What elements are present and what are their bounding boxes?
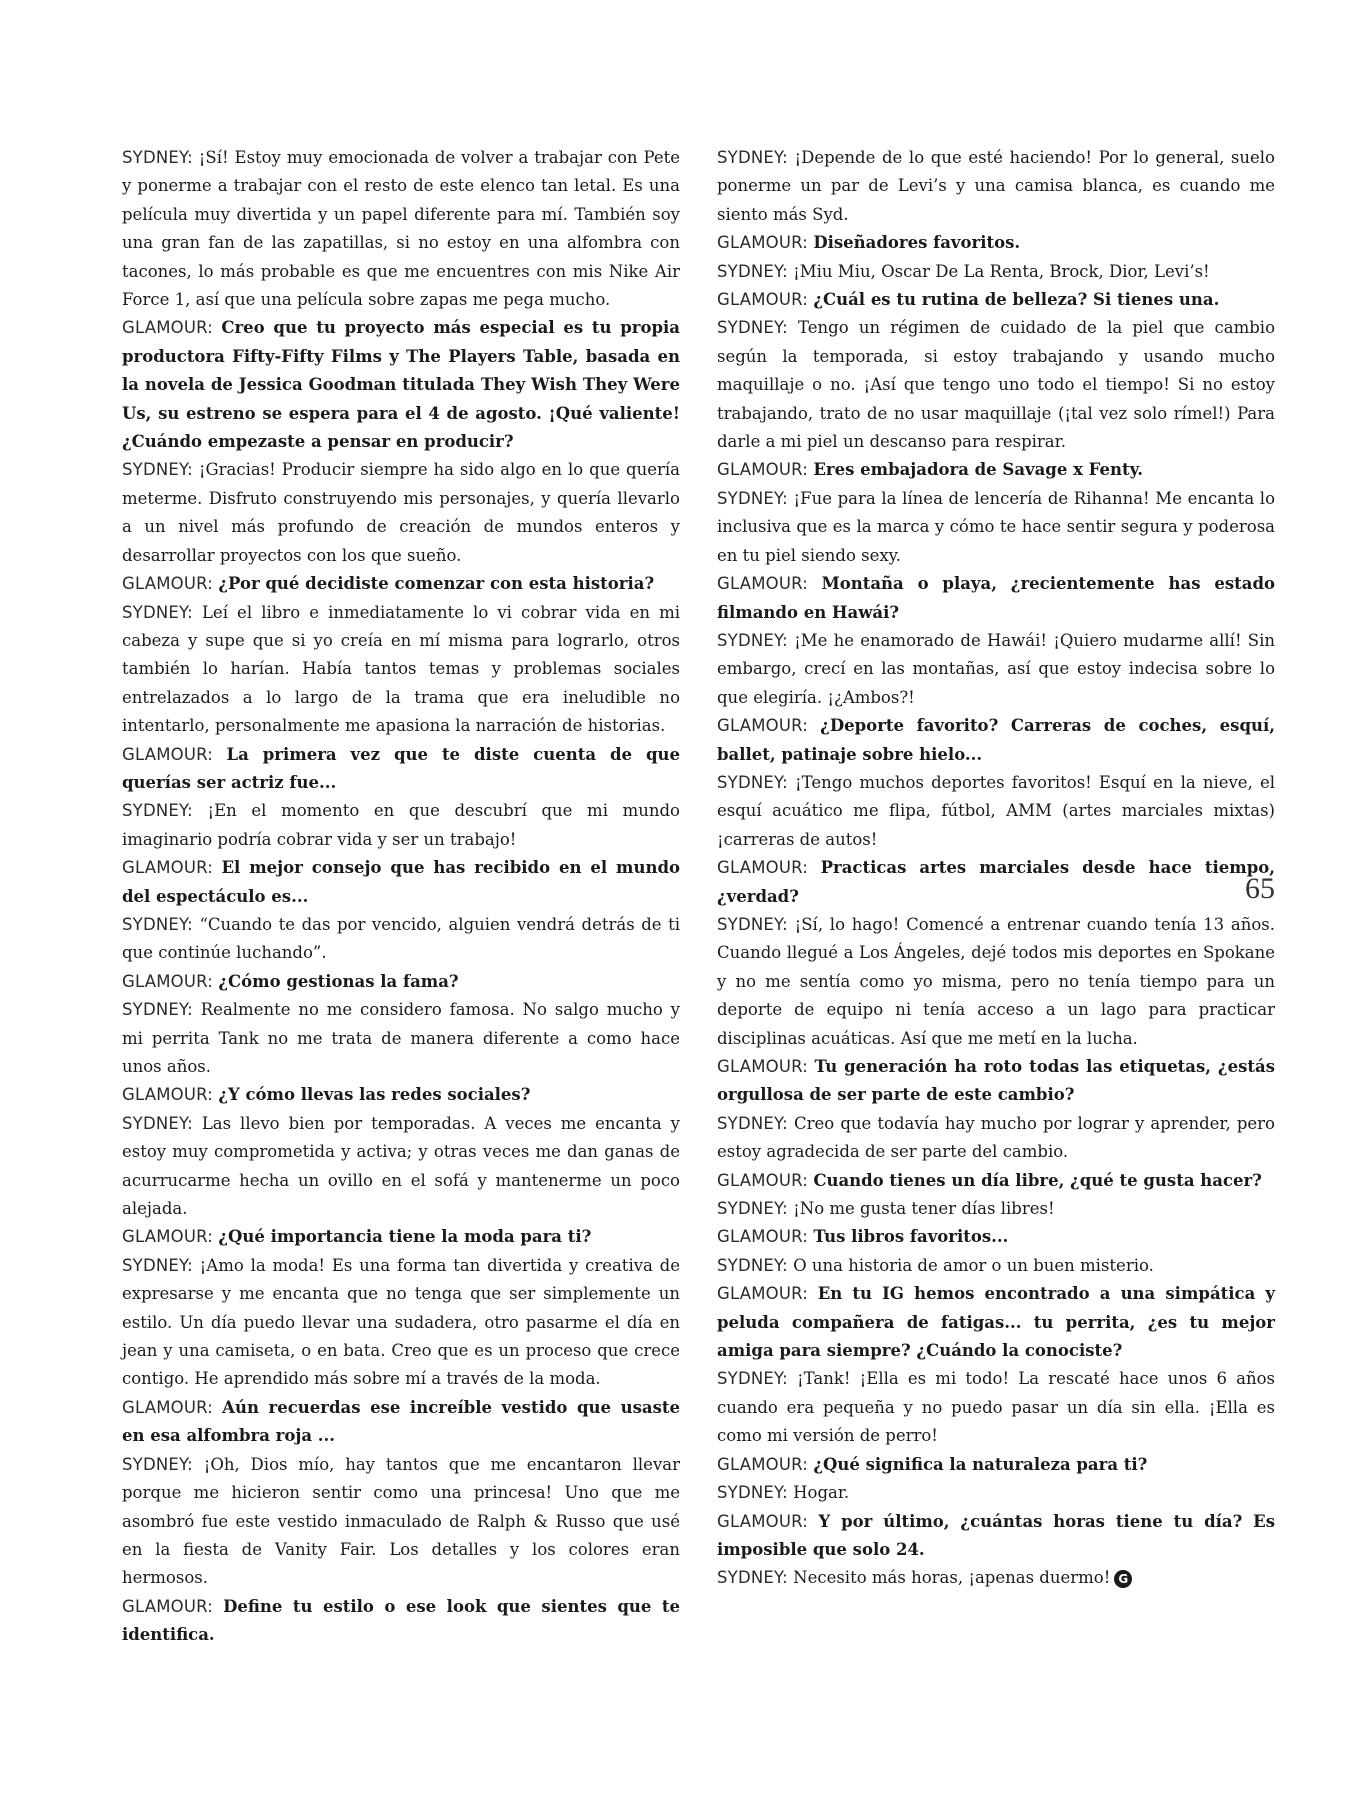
interview-answer (122, 911, 680, 968)
interview-question (122, 1081, 680, 1109)
answer-text: Realmente no me considero famosa. No salgo mucho y mi perrita Tank no me trata de manera diferente a como hace unos años. (122, 1000, 681, 1076)
page-number: 65 (1245, 872, 1275, 905)
speaker-label: SYDNEY: (122, 1000, 193, 1020)
speaker-label: SYDNEY: (122, 460, 193, 480)
interview-question (122, 1394, 680, 1451)
interview-answer (717, 1110, 1275, 1167)
speaker-label: SYDNEY: (717, 1255, 788, 1275)
interview-question (717, 1223, 1275, 1251)
answer-text: Tengo un régimen de cuidado de la piel que cambio según la temporada, si estoy trabajando y usando mucho maquillaje o no. ¡Así que tengo uno todo el tiempo! Si no estoy trabajando, trato de no usar maquillaje (¡tal vez solo rímel!) Para darle a mi piel un descanso para respirar. (717, 318, 1275, 452)
answer-text: “Cuando te das por vencido, alguien vendrá detrás de ti que continúe luchando”. (122, 914, 681, 963)
answer-text: ¡Tank! ¡Ella es mi todo! La rescaté hace unos 6 años cuando era pequeña y no puedo pasar un día sin ella. ¡Ella es como mi versión de perro! (717, 1369, 1275, 1446)
speaker-label: SYDNEY: (122, 1454, 193, 1474)
speaker-label: SYDNEY: (717, 488, 788, 508)
answer-text: O una historia de amor o un buen misterio. (793, 1255, 1154, 1275)
answer-text: ¡Amo la moda! Es una forma tan divertida y creativa de expresarse y me encanta que no tenga que ser simplemente un estilo. Un día puedo llevar una sudadera, otro pasarme el día en jean y una camiseta, o en bata. Creo que es un proceso que crece contigo. He aprendido más sobre mí a través de la moda. (122, 1255, 680, 1389)
answer-text: Leí el libro e inmediatamente lo vi cobrar vida en mi cabeza y supe que si yo creía en mí misma para lograrlo, otros también lo harían. Había tantos temas y problemas sociales entrelazados a lo largo de la trama que era ineludible no intentarlo, personalmente me apasiona la narración de historias. (122, 602, 680, 736)
speaker-label: SYDNEY: (717, 318, 788, 338)
article-column-left (122, 144, 680, 1650)
speaker-label: SYDNEY: (717, 772, 788, 792)
interview-answer (122, 456, 680, 570)
speaker-label: GLAMOUR: (122, 744, 214, 764)
question-text: Define tu estilo o ese look que sientes que te identifica. (122, 1596, 680, 1645)
interview-question (717, 1167, 1275, 1195)
interview-question (717, 1508, 1275, 1565)
answer-text: ¡Miu Miu, Oscar De La Renta, Brock, Dior, Levi’s! (793, 261, 1210, 281)
speaker-label: SYDNEY: (717, 1113, 788, 1133)
answer-text: Las llevo bien por temporadas. A veces me encanta y estoy muy comprometida y activa; y otras veces me dan ganas de acurrucarme hecha un ovillo en el sofá y mantenerme un poco alejada. (122, 1113, 680, 1219)
speaker-label: GLAMOUR: (717, 460, 809, 480)
speaker-label: GLAMOUR: (122, 1596, 214, 1616)
question-text: Montaña o playa, ¿recientemente has estado filmando en Hawái? (717, 574, 1276, 622)
question-text: Cuando tienes un día libre, ¿qué te gusta hacer? (813, 1170, 1262, 1190)
speaker-label: GLAMOUR: (717, 716, 809, 736)
interview-answer (717, 258, 1275, 286)
interview-answer (122, 599, 680, 741)
question-text: ¿Qué importancia tiene la moda para ti? (218, 1227, 592, 1247)
interview-question (122, 854, 680, 911)
interview-question (122, 1593, 680, 1650)
speaker-label: GLAMOUR: (717, 1057, 809, 1076)
question-text: Y por último, ¿cuántas horas tiene tu día? Es imposible que solo 24. (717, 1511, 1275, 1559)
interview-answer (717, 911, 1275, 1053)
interview-answer (122, 1110, 680, 1224)
question-text: ¿Y cómo llevas las redes sociales? (218, 1085, 531, 1105)
question-text: En tu IG hemos encontrado a una simpática y peluda compañera de fatigas... tu perrita, ¿es tu mejor amiga para siempre? ¿Cuándo la conociste? (717, 1284, 1275, 1361)
speaker-label: GLAMOUR: (122, 318, 214, 338)
speaker-label: GLAMOUR: (122, 1397, 214, 1417)
speaker-label: GLAMOUR: (122, 1227, 214, 1247)
end-mark-icon: G (1114, 1570, 1132, 1588)
answer-text: ¡Oh, Dios mío, hay tantos que me encantaron llevar porque me hicieron sentir como una princesa! Uno que me asombró fue este vestido inmaculado de Ralph & Russo que usé en la fiesta de Vanity Fair. Los detalles y los colores eran hermosos. (122, 1454, 680, 1588)
speaker-label: SYDNEY: (717, 261, 788, 281)
speaker-label: GLAMOUR: (717, 574, 809, 594)
speaker-label: SYDNEY: (122, 1255, 193, 1275)
speaker-label: SYDNEY: (717, 1199, 788, 1219)
answer-text: Creo que todavía hay mucho por lograr y aprender, pero estoy agradecida de ser parte del cambio. (717, 1113, 1275, 1162)
question-text: Practicas artes marciales desde hace tiempo, ¿verdad? (717, 858, 1275, 906)
interview-answer (122, 1252, 680, 1394)
question-text: ¿Qué significa la naturaleza para ti? (813, 1454, 1148, 1474)
speaker-label: GLAMOUR: (122, 574, 214, 594)
question-text: Aún recuerdas ese increíble vestido que usaste en esa alfombra roja ... (122, 1397, 680, 1446)
answer-text: ¡Sí, lo hago! Comencé a entrenar cuando tenía 13 años. Cuando llegué a Los Ángeles, dejé todos mis deportes en Spokane y no me sentía como yo misma, pero no tenía tiempo para un deporte de equipo ni tenía acceso a un lago para practicar disciplinas acuáticas. Así que me metí en la lucha. (717, 914, 1275, 1048)
interview-answer (717, 1365, 1275, 1450)
interview-answer (717, 1564, 1275, 1592)
speaker-label: SYDNEY: (717, 148, 788, 167)
answer-text: ¡Tengo muchos deportes favoritos! Esquí en la nieve, el esquí acuático me flipa, fútbol, AMM (artes marciales mixtas) ¡carreras de autos! (717, 772, 1275, 849)
speaker-label: GLAMOUR: (717, 1511, 809, 1531)
interview-question (717, 1451, 1275, 1479)
speaker-label: SYDNEY: (122, 914, 193, 934)
answer-text: ¡No me gusta tener días libres! (793, 1199, 1055, 1219)
interview-answer (717, 314, 1275, 456)
question-text: La primera vez que te diste cuenta de que querías ser actriz fue... (122, 744, 680, 792)
question-text: Tu generación ha roto todas las etiquetas, ¿estás orgullosa de ser parte de este cambio? (717, 1057, 1275, 1105)
speaker-label: SYDNEY: (717, 1568, 788, 1588)
speaker-label: GLAMOUR: (717, 290, 809, 310)
question-text: ¿Deporte favorito? Carreras de coches, esquí, ballet, patinaje sobre hielo... (717, 716, 1275, 764)
interview-answer (717, 1479, 1275, 1507)
interview-answer (717, 1195, 1275, 1223)
speaker-label: GLAMOUR: (122, 858, 214, 878)
speaker-label: SYDNEY: (717, 914, 788, 934)
interview-question (717, 712, 1275, 769)
interview-question (122, 1223, 680, 1251)
interview-question (122, 314, 680, 456)
answer-text: ¡En el momento en que descubrí que mi mundo imaginario podría cobrar vida y ser un trabajo! (122, 801, 680, 849)
speaker-label: SYDNEY: (717, 630, 788, 650)
interview-question (717, 1280, 1275, 1365)
interview-question (122, 570, 680, 598)
speaker-label: SYDNEY: (122, 148, 193, 167)
speaker-label: SYDNEY: (122, 602, 193, 622)
interview-answer (122, 797, 680, 854)
speaker-label: GLAMOUR: (717, 1170, 809, 1190)
speaker-label: SYDNEY: (122, 801, 193, 821)
interview-answer (717, 144, 1275, 229)
question-text: Tus libros favoritos... (813, 1227, 1009, 1247)
speaker-label: SYDNEY: (122, 1113, 193, 1133)
interview-question (717, 1053, 1275, 1110)
question-text: ¿Cuál es tu rutina de belleza? Si tienes una. (813, 290, 1220, 310)
speaker-label: SYDNEY: (717, 1369, 788, 1389)
answer-text: ¡Fue para la línea de lencería de Rihanna! Me encanta lo inclusiva que es la marca y cómo te hace sentir segura y poderosa en tu piel siendo sexy. (717, 488, 1275, 565)
interview-answer (122, 144, 680, 314)
speaker-label: SYDNEY: (717, 1483, 788, 1503)
interview-answer (717, 485, 1275, 570)
interview-question (717, 456, 1275, 484)
interview-question (717, 570, 1275, 627)
interview-question (122, 968, 680, 996)
answer-text: ¡Depende de lo que esté haciendo! Por lo general, suelo ponerme un par de Levi’s y una camisa blanca, es cuando me siento más Syd. (717, 148, 1275, 224)
interview-answer (122, 996, 680, 1081)
speaker-label: GLAMOUR: (717, 233, 809, 253)
answer-text: ¡Gracias! Producir siempre ha sido algo en lo que quería meterme. Disfruto construyendo mis personajes, y quería llevarlo a un nivel más profundo de creación de mundos enteros y desarrollar proyectos con los que sueño. (122, 460, 680, 565)
answer-text: ¡Me he enamorado de Hawái! ¡Quiero mudarme allí! Sin embargo, crecí en las montañas, así que estoy indecisa sobre lo que elegiría. ¡¿Ambos?! (717, 630, 1276, 707)
interview-question (717, 286, 1275, 314)
interview-answer (717, 1252, 1275, 1280)
article-column-right (717, 144, 1275, 1593)
question-text: Diseñadores favoritos. (813, 233, 1021, 253)
speaker-label: GLAMOUR: (717, 1454, 809, 1474)
answer-text: Necesito más horas, ¡apenas duermo! (793, 1568, 1111, 1588)
interview-question (717, 229, 1275, 257)
question-text: Eres embajadora de Savage x Fenty. (813, 460, 1144, 480)
interview-answer (717, 627, 1275, 712)
question-text: El mejor consejo que has recibido en el mundo del espectáculo es... (122, 858, 680, 906)
speaker-label: GLAMOUR: (122, 971, 214, 991)
question-text: ¿Cómo gestionas la fama? (218, 971, 459, 991)
question-text: Creo que tu proyecto más especial es tu propia productora Fifty-Fifty Films y The Players Table, basada en la novela de Jessica Goodman titulada They Wish They Were Us, su estreno se espera para el 4 de agosto. ¡Qué valiente! ¿Cuándo empezaste a pensar en producir? (122, 318, 680, 452)
speaker-label: GLAMOUR: (717, 858, 809, 878)
interview-answer (717, 769, 1275, 854)
interview-question (717, 854, 1275, 911)
interview-answer (122, 1451, 680, 1593)
speaker-label: GLAMOUR: (717, 1284, 809, 1304)
answer-text: ¡Sí! Estoy muy emocionada de volver a trabajar con Pete y ponerme a trabajar con el resto de este elenco tan letal. Es una película muy divertida y un papel diferente para mí. También soy una gran fan de las zapatillas, si no estoy en una alfombra con tacones, lo más probable es que me encuentres con mis Nike Air Force 1, así que una película sobre zapas me pega mucho. (122, 148, 680, 310)
interview-question (122, 741, 680, 798)
question-text: ¿Por qué decidiste comenzar con esta historia? (218, 574, 655, 594)
answer-text: Hogar. (793, 1483, 850, 1503)
speaker-label: GLAMOUR: (122, 1085, 214, 1105)
speaker-label: GLAMOUR: (717, 1227, 809, 1247)
